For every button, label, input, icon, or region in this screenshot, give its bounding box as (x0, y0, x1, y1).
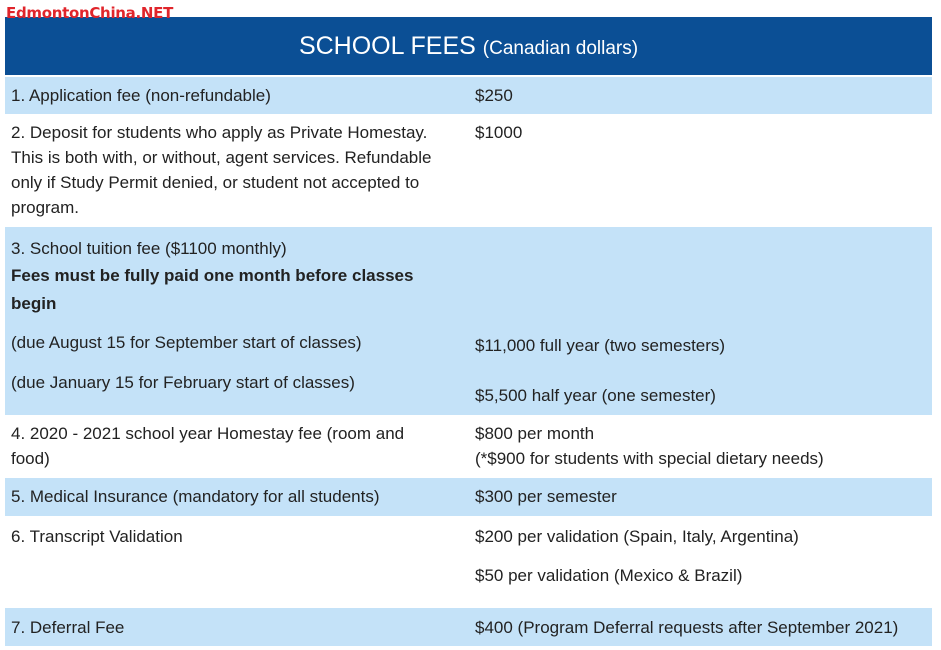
table-row-medical-insurance (5, 478, 932, 516)
label-line: only if Study Permit denied, or student not accepted to (11, 173, 420, 192)
table-row-deferral-fee (5, 608, 932, 646)
table-row-application-fee (5, 77, 932, 114)
row-value (475, 421, 930, 471)
table-row-tuition (5, 227, 932, 415)
row-label: 1. Application fee (non-refundable) (11, 86, 271, 105)
title-text: SCHOOL FEES (298, 32, 476, 60)
row-label: 3. School tuition fee ($1100 monthly) (11, 239, 287, 258)
label-line: 2. Deposit for students who apply as Private Homestay. (11, 123, 428, 142)
row-value: $200 per validation (Spain, Italy, Argentina) (475, 527, 799, 546)
row-value: $250 (475, 86, 513, 105)
full-year-fee: $11,000 full year (two semesters) (475, 336, 726, 355)
site-watermark: EdmontonChina.NET (6, 4, 174, 22)
row-value: $300 per semester (475, 487, 617, 506)
row-label: 6. Transcript Validation (11, 527, 183, 546)
row-label: 7. Deferral Fee (11, 618, 125, 637)
payment-deadline-note (11, 262, 466, 318)
row-value: $1000 (475, 123, 523, 142)
page-title (5, 17, 932, 78)
label-line: 4. 2020 - 2021 school year Homestay fee (room and (11, 424, 405, 443)
table-row-transcript-validation (5, 516, 932, 608)
row-label (11, 421, 466, 471)
note-line: Fees must be fully paid one month before classes (11, 266, 414, 285)
fees-table-header (5, 17, 932, 75)
due-date-september: (due August 15 for September start of classes) (11, 333, 362, 352)
row-value: $50 per validation (Mexico & Brazil) (475, 566, 743, 585)
due-date-february: (due January 15 for February start of classes) (11, 373, 355, 392)
row-value: $400 (Program Deferral requests after September 2021) (475, 618, 899, 637)
value-line: (*$900 for students with special dietary needs) (475, 449, 824, 468)
half-year-fee: $5,500 half year (one semester) (475, 386, 716, 405)
note-line: begin (11, 294, 57, 313)
label-line: This is both with, or without, agent services. Refundable (11, 148, 432, 167)
value-line: $800 per month (475, 424, 595, 443)
row-label: 5. Medical Insurance (mandatory for all students) (11, 487, 380, 506)
label-line: food) (11, 449, 50, 468)
title-subtitle: (Canadian dollars) (482, 38, 639, 59)
row-label (11, 120, 466, 220)
table-row-deposit (5, 114, 932, 227)
table-row-homestay (5, 415, 932, 478)
label-line: program. (11, 198, 80, 217)
